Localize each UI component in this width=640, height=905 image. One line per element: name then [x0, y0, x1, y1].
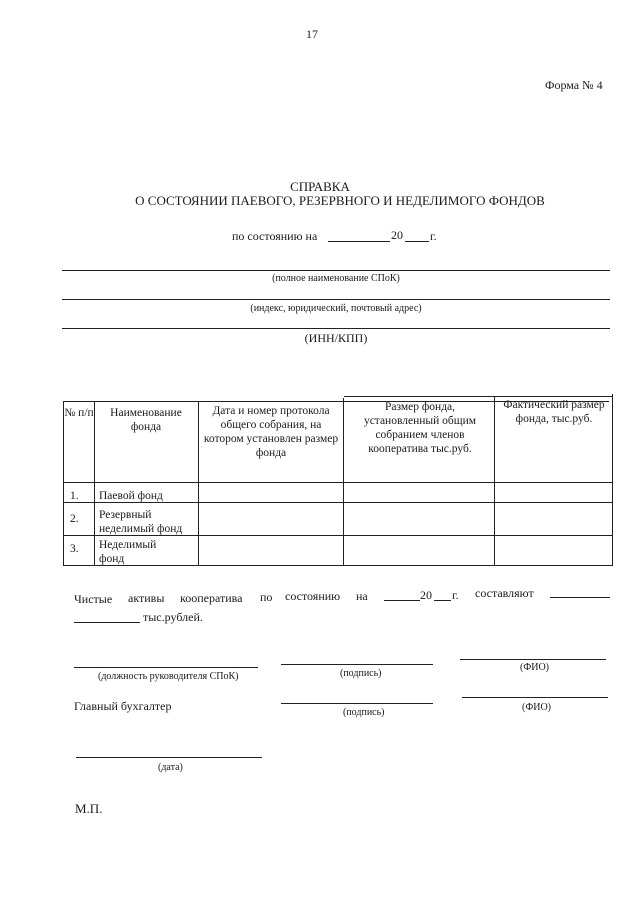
full-name-field[interactable] [62, 270, 610, 271]
date-field[interactable] [76, 757, 262, 758]
accountant-fio-caption: (ФИО) [522, 702, 552, 713]
document-subtitle: О СОСТОЯНИИ ПАЕВОГО, РЕЗЕРВНОГО И НЕДЕЛИМОГО ФОНДОВ [135, 193, 545, 208]
address-field[interactable] [62, 299, 610, 300]
address-caption: (индекс, юридический, почтовый адрес) [250, 303, 422, 314]
as-of-year-prefix: 20 [391, 228, 403, 242]
director-fio-caption: (ФИО) [520, 662, 550, 673]
date-caption: (дата) [158, 762, 183, 773]
director-signature-field[interactable] [281, 664, 433, 665]
position-field[interactable] [74, 667, 258, 668]
row-1-num: 1. [70, 490, 79, 502]
inn-caption: (ИНН/КПП) [304, 331, 368, 345]
as-of-label: по состоянию на [232, 229, 318, 243]
header-protocol: Дата и номер протокола общего собрания, на котором установлен размер фонда [203, 405, 339, 459]
as-of-year-suffix: г. [430, 229, 437, 243]
as-of-day-field[interactable] [328, 241, 390, 242]
net-assets-day-field[interactable] [384, 600, 420, 601]
inn-field[interactable] [62, 328, 610, 329]
row-2-num: 2. [70, 513, 79, 525]
director-fio-field[interactable] [460, 659, 606, 660]
accountant-signature-field[interactable] [281, 703, 433, 704]
page-number: 17 [306, 27, 318, 41]
header-actual-size: Фактический размер фонда, тыс.руб. [503, 399, 605, 425]
director-signature-caption: (подпись) [340, 668, 382, 679]
position-caption: (должность руководителя СПоК) [98, 671, 239, 682]
header-num: № п/п [64, 407, 94, 419]
document-title: СПРАВКА [290, 179, 350, 194]
seal-placeholder: М.П. [75, 801, 103, 816]
header-established-size: Размер фонда, установленный общим собранием членов кооператива тыс.руб. [363, 401, 477, 455]
form-label: Форма № 4 [545, 78, 603, 92]
row-3-name: Неделимый фонд [99, 539, 157, 565]
full-name-caption: (полное наименование СПоК) [272, 273, 400, 284]
net-assets-year-field[interactable] [434, 600, 451, 601]
net-assets-amount-field-1[interactable] [550, 597, 610, 598]
accountant-signature-caption: (подпись) [343, 707, 385, 718]
net-assets-amount-field-2[interactable] [74, 622, 140, 623]
row-2-name: Резервный неделимый фонд [99, 509, 183, 535]
row-3-num: 3. [70, 543, 79, 555]
header-name: Наименование фонда [110, 407, 182, 433]
accountant-fio-field[interactable] [462, 697, 608, 698]
row-1-name: Паевой фонд [99, 490, 163, 502]
as-of-year-field[interactable] [405, 241, 429, 242]
chief-accountant-label: Главный бухгалтер [74, 699, 172, 713]
